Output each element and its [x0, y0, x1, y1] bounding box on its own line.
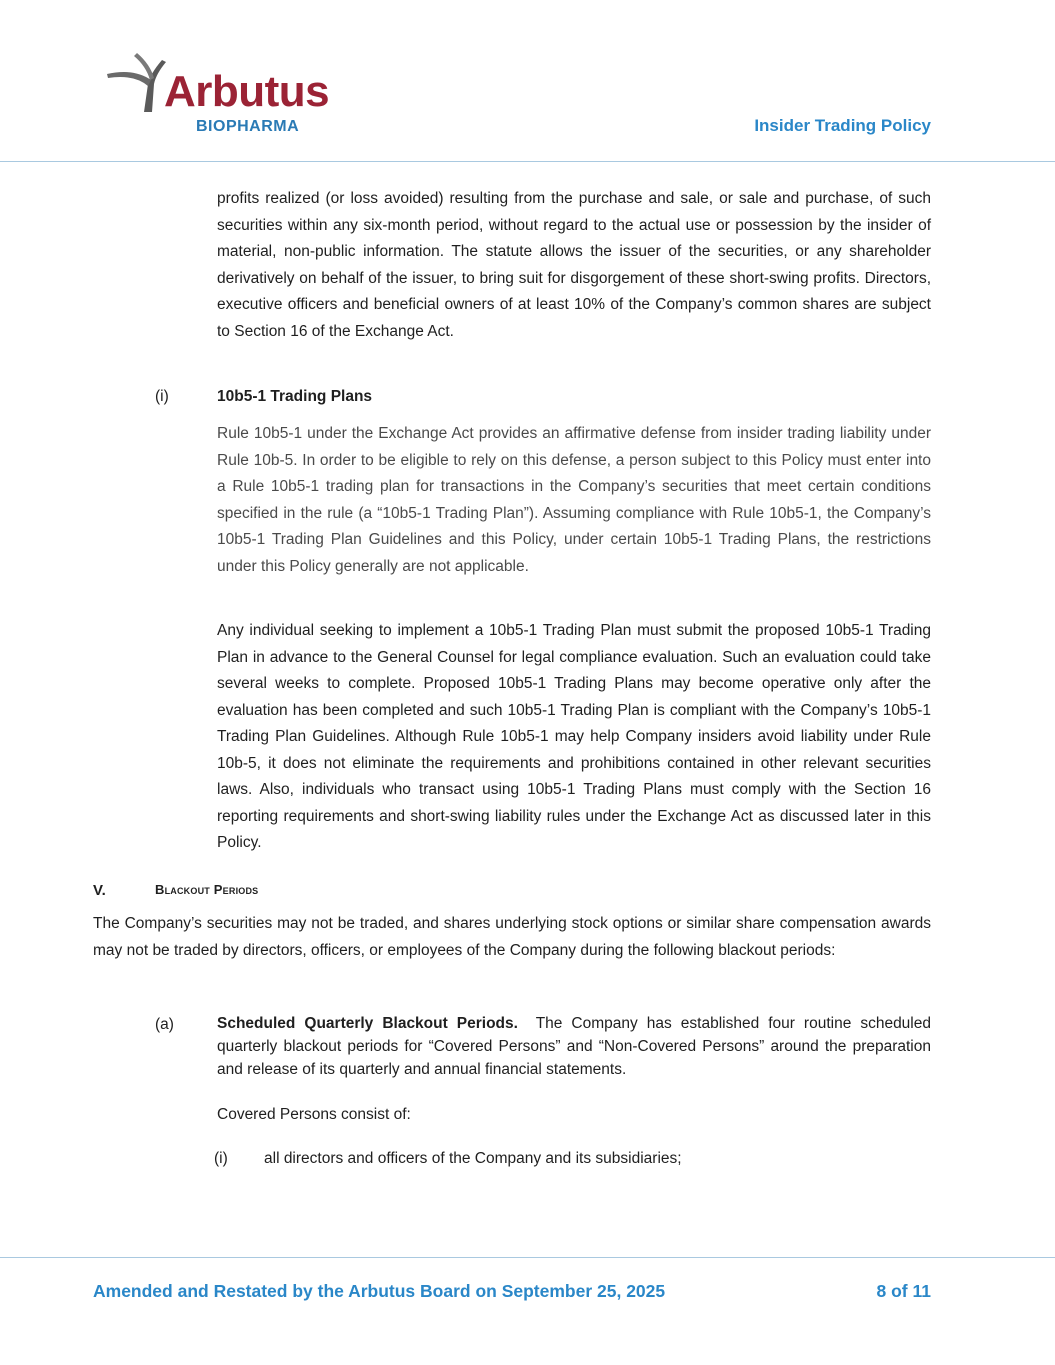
- section-number: V.: [93, 882, 106, 899]
- item-a-heading: Scheduled Quarterly Blackout Periods.: [217, 1015, 518, 1032]
- section-intro-paragraph: The Company’s securities may not be traded, and shares underlying stock options or similar share compensation awards may not be traded by directors, officers, or employees of the Company during the following blackout periods:: [93, 915, 931, 959]
- footer-divider: [0, 1257, 1055, 1258]
- covered-persons-intro: Covered Persons consist of:: [217, 1106, 411, 1123]
- logo-wordmark: Arbutus: [164, 67, 330, 116]
- item-i-heading: 10b5-1 Trading Plans: [217, 388, 373, 405]
- item-a-number: (a): [155, 1016, 174, 1033]
- trading-plan-paragraph-2: Any individual seeking to implement a 10b5-1 Trading Plan must submit the proposed 10b5-1 Trading Plan in advance to the General Counsel for legal compliance evaluation. Such an evaluation could take several weeks to complete. Proposed 10b5-1 Trading Plans may become operative only after the evaluation has been completed and such 10b5-1 Trading Plan is compliant with the Company’s 10b5-1 Trading Plan Guidelines. Although Rule 10b5-1 may help Company insiders avoid liability under Rule 10b-5, it does not eliminate the requirements and prohibitions contained in other relevant securities laws. Also, individuals who transact using 10b5-1 Trading Plans must comply with the Section 16 reporting requirements and short-swing liability rules under the Exchange Act as discussed later in this Policy.: [217, 622, 931, 851]
- document-title: Insider Trading Policy: [754, 116, 931, 135]
- sub-item-i-text: all directors and officers of the Company and its subsidiaries;: [264, 1150, 682, 1167]
- item-a-paragraph: [217, 1012, 931, 1081]
- header-divider: [0, 161, 1055, 162]
- footer-amendment-note: Amended and Restated by the Arbutus Board on September 25, 2025: [93, 1281, 666, 1301]
- item-a-text: The Company has established four routine scheduled quarterly blackout periods for “Covered Persons” and “Non-Covered Persons” around the preparation and release of its quarterly and annual financial statements.: [217, 1015, 931, 1078]
- sub-item-i-number: (i): [214, 1150, 228, 1167]
- trading-plan-paragraph-1: Rule 10b5-1 under the Exchange Act provides an affirmative defense from insider trading liability under Rule 10b-5. In order to be eligible to rely on this defense, a person subject to this Policy must enter into a Rule 10b5-1 trading plan for transactions in the Company’s securities that meet certain conditions specified in the rule (a “10b5-1 Trading Plan”). Assuming compliance with Rule 10b5-1, the Company’s 10b5-1 Trading Plan Guidelines and this Policy, under certain 10b5-1 Trading Plans, the restrictions under this Policy generally are not applicable.: [217, 425, 931, 575]
- logo-subtitle: BIOPHARMA: [196, 118, 300, 135]
- page-number: 8 of 11: [876, 1281, 931, 1301]
- section-title: Blackout Periods: [155, 882, 259, 897]
- company-logo: [104, 50, 356, 140]
- item-i-number: (i): [155, 388, 169, 405]
- continuation-paragraph: profits realized (or loss avoided) resulting from the purchase and sale, or sale and purchase, of such securities within any six-month period, without regard to the actual use or possession by the insider of material, non-public information. The statute allows the issuer of the securities, or any shareholder derivatively on behalf of the issuer, to bring suit for disgorgement of these short-swing profits. Directors, executive officers and beneficial owners of at least 10% of the Company’s common shares are subject to Section 16 of the Exchange Act.: [217, 190, 931, 340]
